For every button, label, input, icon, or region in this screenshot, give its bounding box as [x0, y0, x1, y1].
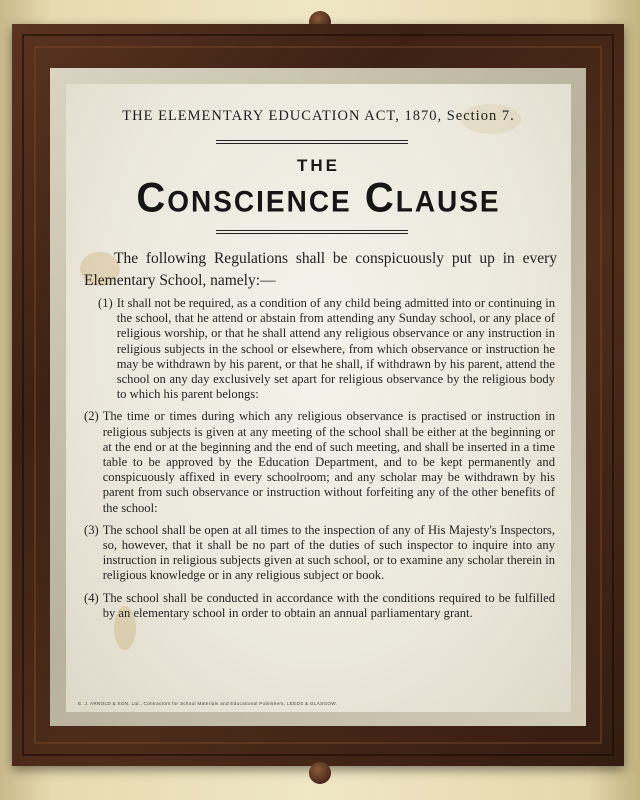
clause-4: [84, 591, 555, 621]
double-rule-bottom: [216, 230, 408, 234]
page-title: Conscience Clause: [136, 174, 501, 222]
clause-text: It shall not be required, as a condition of any child being admitted into or continuing in the school, that he attend or abstain from attending any Sunday school, or any place of religious worship, or that he shall attend any religious observance or any instruction in religious subjects in the school or elsewhere, from which observance or instruction he may be withdrawn by his parent, or that he shall, if withdrawn by his parent, attend the school on any day exclusively set apart for religious observance by the religious body to which his parent belongs:: [116, 296, 555, 402]
act-heading: THE ELEMENTARY EDUCATION ACT, 1870, Section 7.: [122, 108, 515, 124]
title-the: THE: [297, 156, 340, 175]
double-rule-top: [216, 140, 408, 144]
clause-2: [84, 409, 555, 515]
clause-number: (3): [84, 522, 99, 537]
clause-1: [84, 296, 555, 402]
notice-sheet: [66, 84, 571, 712]
hanging-hook-bottom: [309, 762, 331, 784]
clause-number: (1): [98, 296, 113, 310]
clause-number: (4): [84, 590, 99, 605]
clause-text: The school shall be conducted in accordance with the conditions required to be fulfilled by an elementary school in order to obtain an annual parliamentary grant.: [102, 590, 555, 620]
clause-number: (2): [84, 409, 99, 424]
intro-paragraph: The following Regulations shall be conspicuously put up in every Elementary School, namely:—: [84, 250, 557, 289]
clause-text: The school shall be open at all times to the inspection of any of His Majesty's Inspectors, so, however, that it shall be no part of the duties of such inspector to inquire into any instruction in religious subjects given at such school, or to examine any scholar therein in religious knowledge or in any religious subject or book.: [102, 522, 555, 583]
clause-list: [84, 296, 555, 628]
printer-imprint: E. J. ARNOLD & SON, Ltd., Contractors for School Materials and Educational Publishers, LEEDS & GLASGOW.: [78, 701, 338, 706]
clause-3: [84, 523, 555, 584]
clause-text: The time or times during which any religious observance is practised or instruction in religious subjects is given at any meeting of the school shall be either at the beginning or at the end or at the beginning and the end of such meeting, and shall be inserted in a time table to be approved by the Education Department, and to be kept permanently and conspicuously affixed in every schoolroom; and any scholar may be withdrawn by his parent from such observance or instruction without forfeiting any of the other benefits of the school:: [102, 409, 555, 515]
